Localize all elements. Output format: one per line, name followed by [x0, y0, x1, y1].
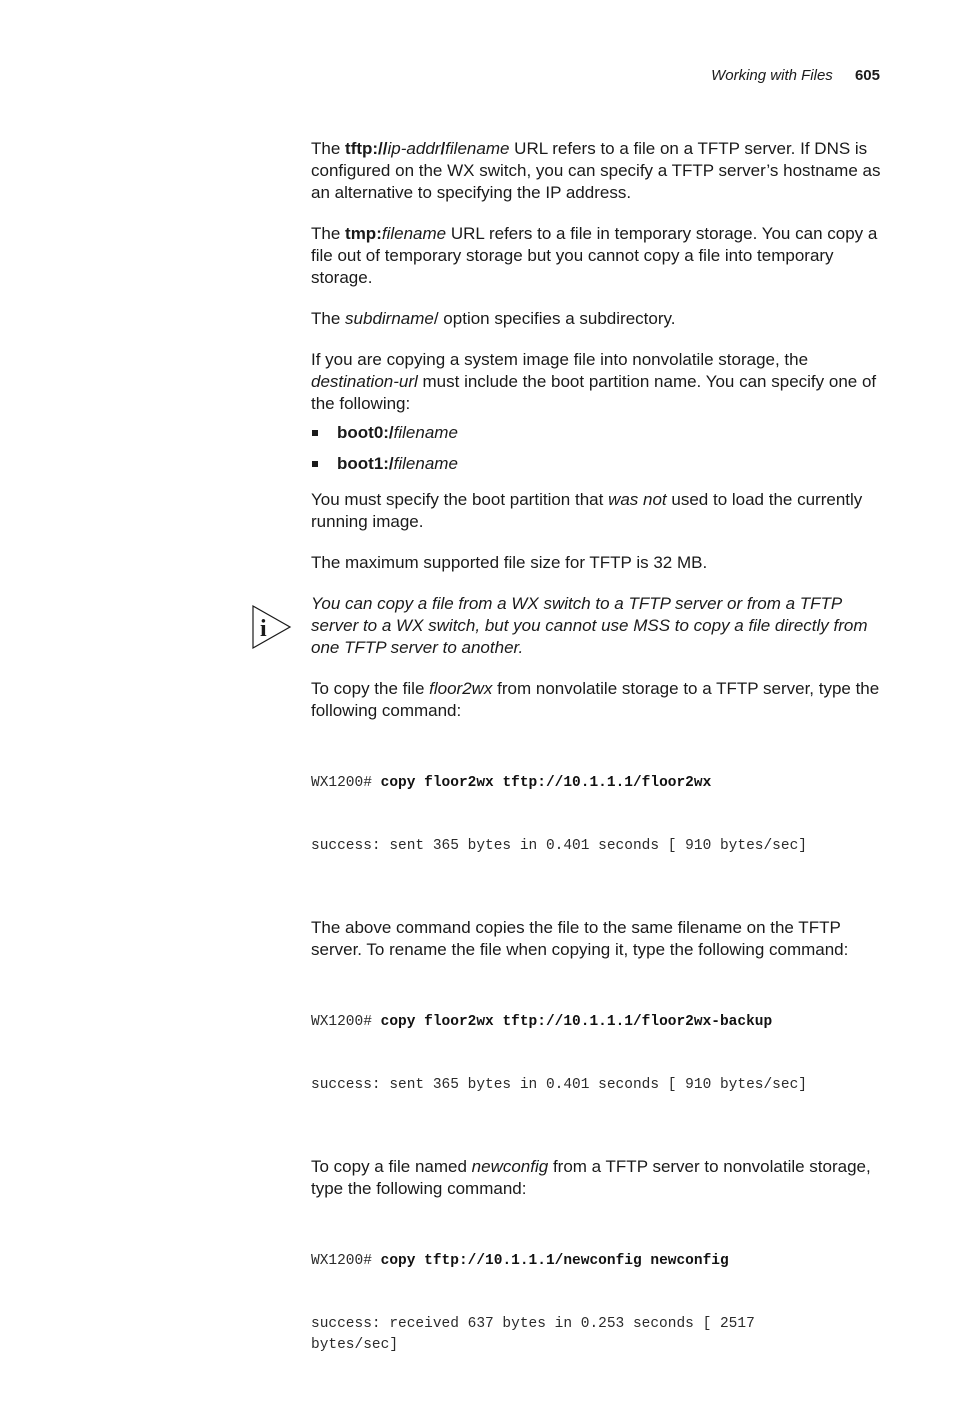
header-section-title: Working with Files — [711, 67, 833, 84]
paragraph-max-size: The maximum supported file size for TFTP is 32 MB. — [311, 553, 708, 572]
boot-partition-list — [311, 422, 891, 475]
paragraph-tmp-url: The tmp:filename URL refers to a file in temporary storage. You can copy a file out of temporary storage but you cannot copy a file into temporary storage. — [311, 224, 878, 287]
paragraph-tftp-url: The tftp://ip-addr/filename URL refers to a file on a TFTP server. If DNS is configured on the WX switch, you can specify a TFTP server’s hostname as an alternative to specifying the IP address. — [311, 139, 881, 202]
code-example-2 — [311, 970, 891, 1138]
command-line: WX1200# copy floor2wx tftp://10.1.1.1/floor2wx — [311, 775, 712, 791]
paragraph-copy-from-tftp: To copy a file named newconfig from a TFTP server to nonvolatile storage, type the following command: — [311, 1157, 871, 1198]
bullet-icon — [312, 461, 318, 467]
paragraph-boot-partition: You must specify the boot partition that was not used to load the currently running image. — [311, 490, 863, 531]
paragraph-subdirname: The subdirname/ option specifies a subdirectory. — [311, 309, 676, 328]
list-item: boot1:/filename — [311, 453, 891, 475]
paragraph-system-image: If you are copying a system image file into nonvolatile storage, the destination-url must include the boot partition name. You can specify one of the following: — [311, 350, 877, 413]
output-line: success: sent 365 bytes in 0.401 seconds [ 910 bytes/sec] — [311, 838, 807, 854]
bullet-icon — [312, 430, 318, 436]
output-line: success: received 637 bytes in 0.253 seconds [ 2517 bytes/sec] — [311, 1316, 764, 1353]
paragraph-copy-to-tftp: To copy the file floor2wx from nonvolatile storage to a TFTP server, type the following command: — [311, 679, 880, 720]
output-line: success: sent 365 bytes in 0.401 seconds [ 910 bytes/sec] — [311, 1077, 807, 1093]
command-line: WX1200# copy floor2wx tftp://10.1.1.1/floor2wx-backup — [311, 1014, 773, 1030]
page-header — [711, 67, 880, 84]
page-body — [311, 138, 891, 1416]
code-example-1 — [311, 731, 891, 899]
code-example-3 — [311, 1209, 811, 1398]
svg-text:i: i — [260, 616, 267, 642]
page-number: 605 — [854, 67, 880, 84]
note-text: You can copy a file from a WX switch to a TFTP server or from a TFTP server to a WX switch, but you cannot use MSS to copy a file directly from one TFTP server to another. — [311, 594, 868, 657]
info-icon — [252, 604, 292, 650]
paragraph-rename: The above command copies the file to the same filename on the TFTP server. To rename the file when copying it, type the following command: — [311, 918, 849, 959]
command-line: WX1200# copy tftp://10.1.1.1/newconfig newconfig — [311, 1253, 729, 1269]
list-item: boot0:/filename — [311, 422, 891, 444]
